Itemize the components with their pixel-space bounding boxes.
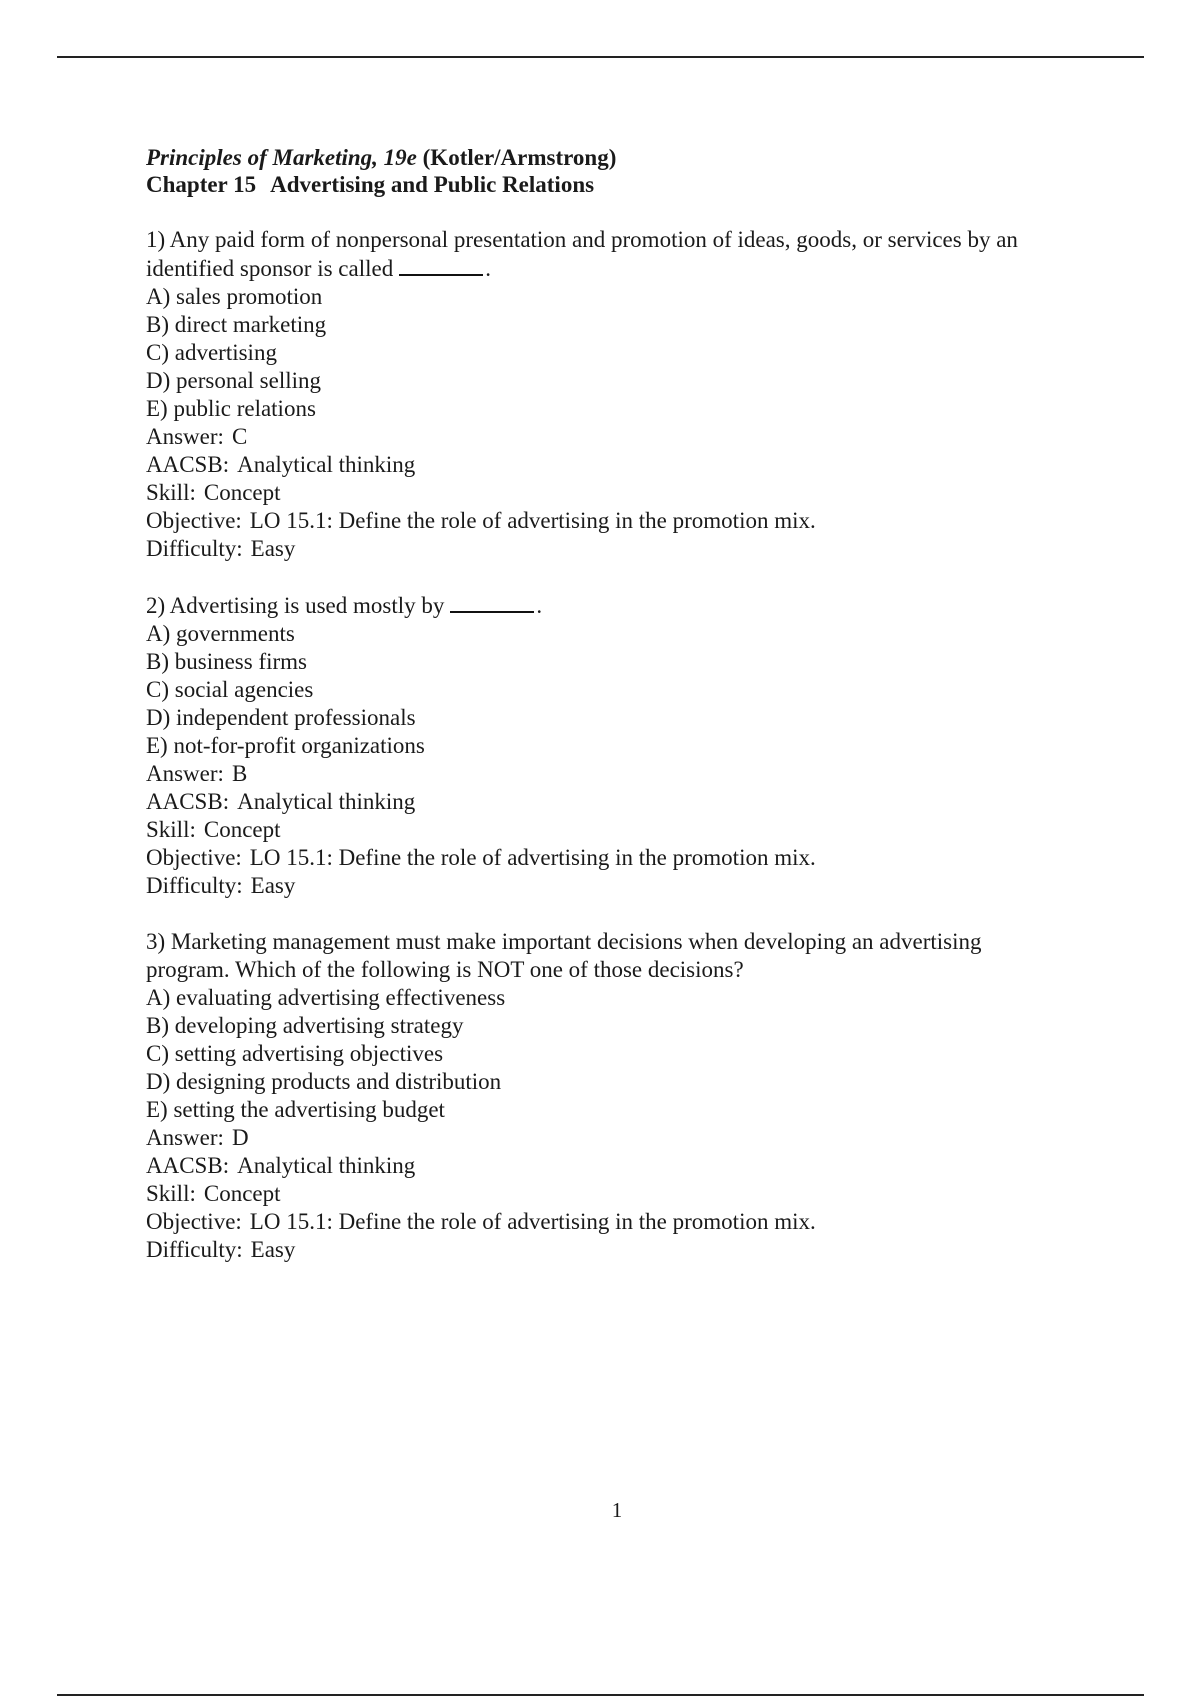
option-d: D) personal selling	[146, 368, 322, 393]
objective-label: Objective:	[146, 845, 242, 870]
book-authors: (Kotler/Armstrong)	[422, 145, 617, 170]
option-a: A) governments	[146, 621, 295, 646]
skill-line	[146, 816, 1096, 844]
answer-label: Answer:	[146, 424, 224, 449]
option-e: E) not-for-profit organizations	[146, 733, 425, 758]
option-a: A) sales promotion	[146, 284, 323, 309]
question-stem	[146, 928, 1096, 956]
question-1	[146, 226, 1096, 563]
difficulty-line	[146, 872, 1096, 900]
skill-line	[146, 1180, 1096, 1208]
skill-label: Skill:	[146, 817, 196, 842]
difficulty-line	[146, 535, 1096, 563]
option-b: B) business firms	[146, 649, 307, 674]
aacsb-line	[146, 788, 1096, 816]
aacsb-line	[146, 451, 1096, 479]
answer-value: D	[231, 1125, 249, 1150]
option-b: B) developing advertising strategy	[146, 1013, 464, 1038]
question-stem	[146, 591, 1096, 620]
difficulty-label: Difficulty:	[146, 873, 243, 898]
aacsb-value: Analytical thinking	[237, 789, 416, 814]
chapter-label: Chapter 15	[146, 172, 257, 197]
document-body	[146, 144, 1096, 1264]
option-c: C) setting advertising objectives	[146, 1041, 444, 1066]
option-b: B) direct marketing	[146, 312, 327, 337]
objective-value: LO 15.1: Define the role of advertising in the promotion mix.	[249, 1209, 816, 1234]
answer-label: Answer:	[146, 1125, 224, 1150]
answer-value: B	[231, 761, 248, 786]
chapter-title: Advertising and Public Relations	[270, 172, 595, 197]
answer-value: C	[231, 424, 248, 449]
answer-line	[146, 760, 1096, 788]
question-3	[146, 928, 1096, 1264]
question-number: 3)	[146, 929, 166, 954]
top-rule	[57, 56, 1144, 58]
skill-label: Skill:	[146, 480, 196, 505]
option-d: D) designing products and distribution	[146, 1069, 502, 1094]
aacsb-label: AACSB:	[146, 452, 230, 477]
chapter-heading	[146, 171, 1096, 198]
difficulty-value: Easy	[250, 1237, 296, 1262]
skill-value: Concept	[203, 817, 281, 842]
question-number: 2)	[146, 593, 166, 618]
objective-line	[146, 507, 1096, 535]
option-a: A) evaluating advertising effectiveness	[146, 985, 506, 1010]
option-e: E) setting the advertising budget	[146, 1097, 445, 1122]
question-text-line: Marketing management must make important decisions when developing an advertising	[170, 929, 982, 954]
skill-value: Concept	[203, 1181, 281, 1206]
objective-label: Objective:	[146, 1209, 242, 1234]
answer-label: Answer:	[146, 761, 224, 786]
bottom-rule	[57, 1694, 1144, 1696]
question-stem	[146, 226, 1096, 254]
aacsb-value: Analytical thinking	[237, 1153, 416, 1178]
answer-line	[146, 1124, 1096, 1152]
difficulty-value: Easy	[250, 536, 296, 561]
question-number: 1)	[146, 227, 166, 252]
aacsb-line	[146, 1152, 1096, 1180]
difficulty-label: Difficulty:	[146, 536, 243, 561]
question-text-line: Advertising is used mostly by	[169, 593, 445, 618]
question-text-line: identified sponsor is called	[146, 256, 394, 281]
book-title-line	[146, 144, 1096, 171]
difficulty-label: Difficulty:	[146, 1237, 243, 1262]
aacsb-value: Analytical thinking	[237, 452, 416, 477]
option-d: D) independent professionals	[146, 705, 416, 730]
objective-line	[146, 844, 1096, 872]
option-c: C) social agencies	[146, 677, 314, 702]
stem-period: .	[485, 256, 491, 281]
objective-line	[146, 1208, 1096, 1236]
objective-label: Objective:	[146, 508, 242, 533]
aacsb-label: AACSB:	[146, 1153, 230, 1178]
skill-line	[146, 479, 1096, 507]
option-c: C) advertising	[146, 340, 277, 365]
question-2	[146, 591, 1096, 900]
skill-label: Skill:	[146, 1181, 196, 1206]
page-number: 1	[611, 1498, 623, 1522]
question-stem-continued	[146, 254, 1096, 283]
difficulty-line	[146, 1236, 1096, 1264]
objective-value: LO 15.1: Define the role of advertising in the promotion mix.	[249, 845, 816, 870]
question-text-line: Any paid form of nonpersonal presentation and promotion of ideas, goods, or services by an	[169, 227, 1018, 252]
answer-blank	[450, 591, 534, 613]
stem-period: .	[536, 593, 543, 618]
difficulty-value: Easy	[250, 873, 296, 898]
question-stem-continued: program. Which of the following is NOT one of those decisions?	[146, 957, 744, 982]
book-title: Principles of Marketing, 19e	[146, 145, 417, 170]
option-e: E) public relations	[146, 396, 316, 421]
answer-blank	[399, 254, 483, 276]
answer-line	[146, 423, 1096, 451]
aacsb-label: AACSB:	[146, 789, 230, 814]
skill-value: Concept	[203, 480, 281, 505]
objective-value: LO 15.1: Define the role of advertising in the promotion mix.	[249, 508, 816, 533]
